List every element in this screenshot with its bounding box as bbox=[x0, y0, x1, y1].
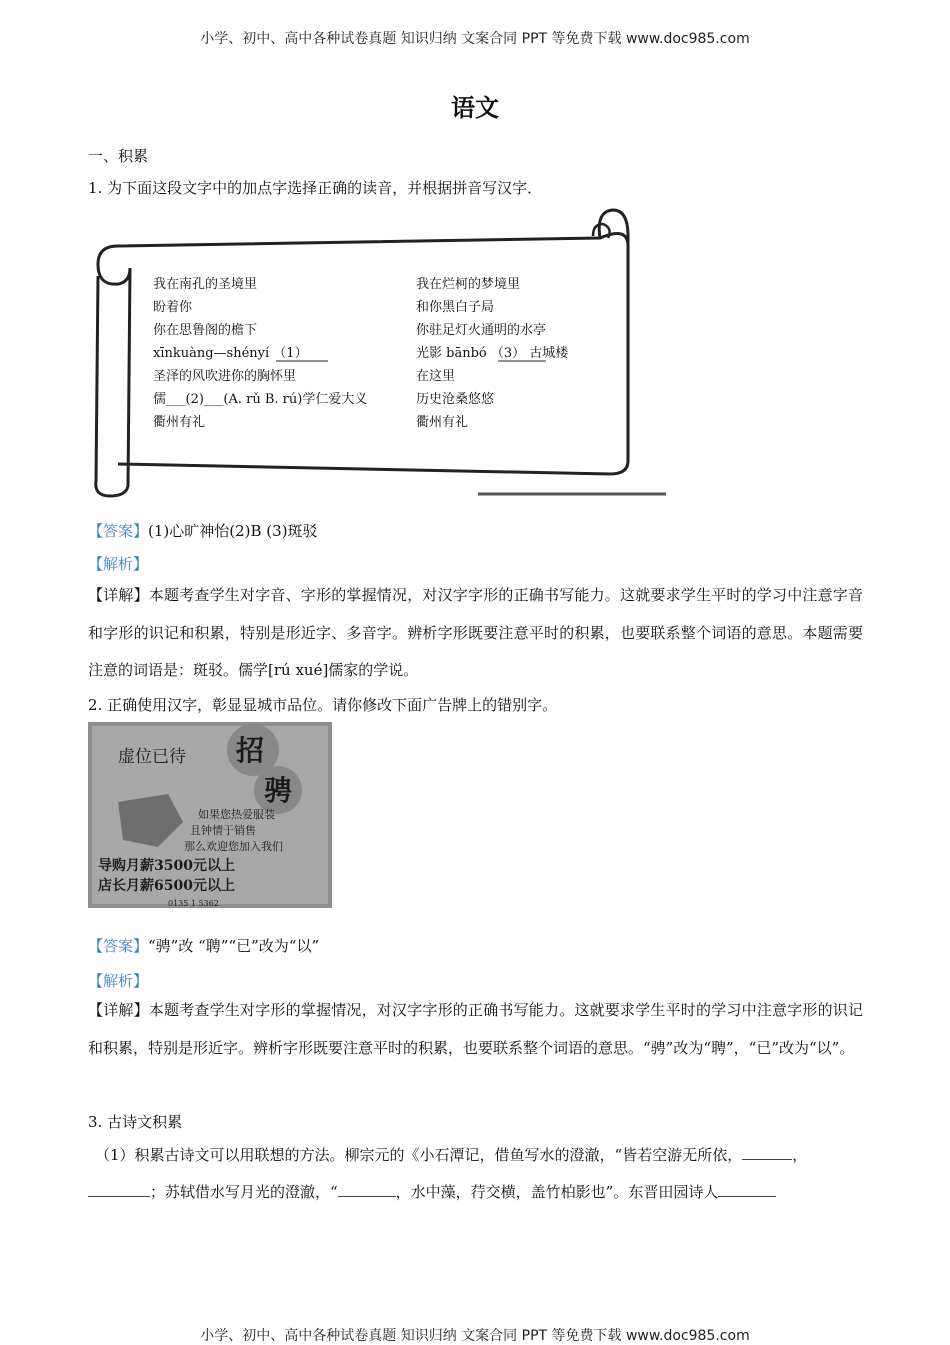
question-3-sub1-line1 bbox=[95, 1144, 807, 1165]
answer-blank[interactable] bbox=[718, 1182, 776, 1197]
scroll-left-line-2: 盼着你 bbox=[153, 300, 193, 315]
scroll-right-line-2: 和你黑白子局 bbox=[416, 300, 495, 315]
poster-salary-1: 导购月薪3500元以上 bbox=[98, 858, 235, 874]
answer-text: (1)心旷神怡(2)B (3)斑驳 bbox=[148, 522, 318, 540]
answer-label: 【答案】 bbox=[88, 937, 149, 955]
scroll-right-line-4: 光影 bānbó （3） 古城楼 bbox=[416, 346, 569, 361]
answer-blank[interactable] bbox=[338, 1182, 396, 1197]
poster-big-char-2: 骋 bbox=[264, 774, 293, 807]
question-3-sub1-line2 bbox=[88, 1181, 776, 1202]
question-2-prompt: 2. 正确使用汉字，彰显显城市品位。请你修改下面广告牌上的错别字。 bbox=[88, 696, 558, 714]
analysis-label: 【解析】 bbox=[88, 972, 149, 990]
poster-heading: 虚位已待 bbox=[118, 747, 186, 767]
scroll-left-line-6: 儒___(2)___(A. rǔ B. rú)学仁爱大义 bbox=[153, 392, 368, 407]
scroll-right-line-6: 历史沧桑悠悠 bbox=[416, 392, 495, 407]
answer-blank[interactable] bbox=[88, 1182, 150, 1197]
recruitment-poster-image bbox=[88, 722, 332, 908]
answer-blank[interactable] bbox=[742, 1145, 792, 1160]
poster-big-char-1: 招 bbox=[236, 734, 265, 767]
scroll-left-line-7: 衢州有礼 bbox=[153, 415, 206, 430]
poster-small-3: 那么欢迎您加入我们 bbox=[184, 840, 283, 853]
comma: ， bbox=[792, 1146, 808, 1164]
scroll-right-line-5: 在这里 bbox=[416, 369, 456, 384]
scroll-left-line-5: 圣泽的风吹进你的胸怀里 bbox=[153, 369, 297, 384]
poster-phone: 0135 1 5362 bbox=[168, 899, 219, 908]
scroll-left-line-4: xīnkuàng—shényí （1） bbox=[153, 346, 308, 361]
scroll-right-line-1: 我在烂柯的梦境里 bbox=[416, 277, 521, 292]
answer-label: 【答案】 bbox=[88, 522, 149, 540]
poster-small-2: 且钟情于销售 bbox=[190, 824, 256, 837]
page-title: 语文 bbox=[451, 93, 499, 122]
poster-salary-2: 店长月薪6500元以上 bbox=[98, 878, 235, 894]
question-3-prompt: 3. 古诗文积累 bbox=[88, 1113, 183, 1131]
scroll-right-line-7: 衢州有礼 bbox=[416, 415, 469, 430]
scroll-left-line-1: 我在南孔的圣境里 bbox=[153, 277, 258, 292]
scroll-left-line-3: 你在思鲁阁的檐下 bbox=[153, 323, 258, 338]
scroll-poem-image bbox=[88, 206, 668, 498]
poster-illustration bbox=[88, 722, 332, 908]
analysis-label: 【解析】 bbox=[88, 555, 149, 573]
scroll-illustration bbox=[88, 206, 668, 498]
detail-1: 【详解】本题考查学生对字音、字形的掌握情况，对汉字字形的正确书写能力。这就要求学生平时的学习中注意字音和字形的识记和积累，特别是形近字、多音字。辨析字形既要注意平时的积累，也要联系整个词语的意思。本题需要注意的词语是：斑驳。儒学[rú xué]儒家的学说。 bbox=[88, 586, 863, 679]
detail-2: 【详解】本题考查学生对字形的掌握情况，对汉字字形的正确书写能力。这就要求学生平时的学习中注意字形的识记和积累，特别是形近字。辨析字形既要注意平时的积累，也要联系整个词语的意思。“骋”改为“聘”，“已”改为“以”。 bbox=[88, 1001, 863, 1057]
answer-2 bbox=[88, 935, 319, 956]
page-footer: 小学、初中、高中各种试卷真题 知识归纳 文案合同 PPT 等免费下载 www.doc985.com bbox=[200, 1328, 750, 1344]
answer-1 bbox=[88, 520, 318, 541]
section-heading: 一、积累 bbox=[88, 147, 149, 165]
answer-text: “骋”改 “聘”“已”改为“以” bbox=[148, 937, 320, 955]
question-1-prompt: 1. 为下面这段文字中的加点字选择正确的读音，并根据拼音写汉字． bbox=[88, 179, 543, 197]
page-header: 小学、初中、高中各种试卷真题 知识归纳 文案合同 PPT 等免费下载 www.doc985.com bbox=[200, 31, 750, 47]
sub1-text-b: ；苏轼借水写月光的澄澈，“ bbox=[150, 1183, 338, 1201]
scroll-right-line-3: 你驻足灯火通明的水亭 bbox=[416, 323, 547, 338]
sub1-text-a: （1）积累古诗文可以用联想的方法。柳宗元的《小石潭记，借鱼写水的澄澈，“皆若空游无所依， bbox=[95, 1146, 743, 1164]
sub1-text-c: ，水中藻，荇交横，盖竹柏影也”。东晋田园诗人 bbox=[395, 1183, 719, 1201]
poster-small-1: 如果您热爱服装 bbox=[198, 808, 275, 821]
